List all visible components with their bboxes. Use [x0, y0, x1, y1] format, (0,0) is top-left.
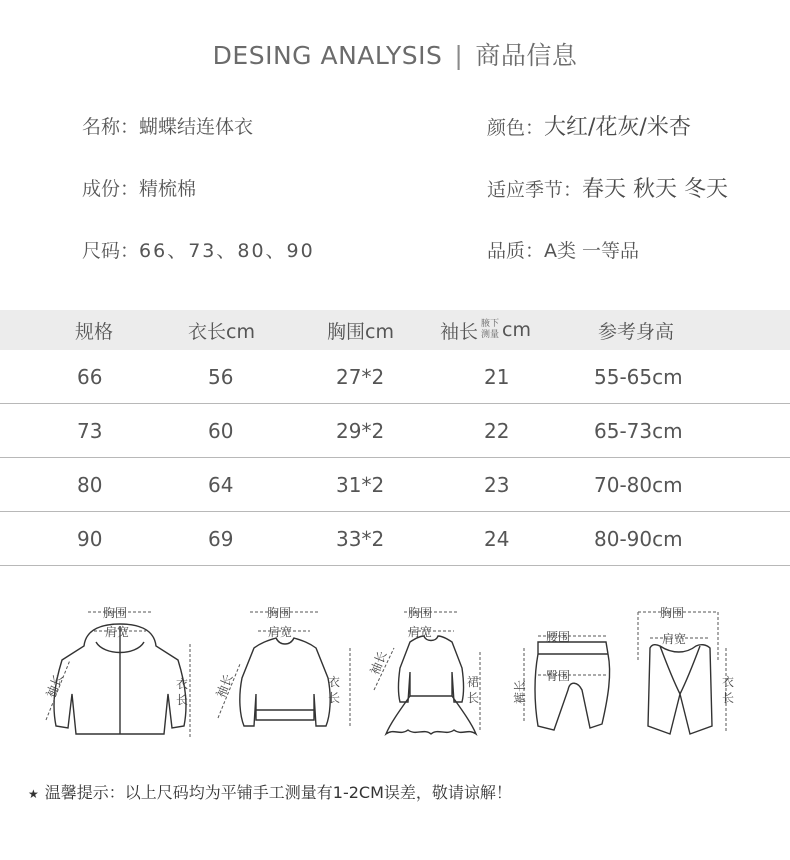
hoodie-diagram	[40, 598, 200, 747]
header-height: 参考身高	[598, 320, 675, 343]
cell-chest: 29*2	[336, 418, 385, 443]
cell-chest: 31*2	[336, 472, 385, 497]
cell-height: 80-90cm	[594, 526, 683, 551]
label-chest: 胸围	[267, 606, 292, 620]
size-table	[0, 310, 790, 566]
table-row	[0, 350, 790, 404]
quality-value: A类 一等品	[544, 240, 640, 262]
label-length-2: 长	[328, 691, 341, 705]
footer-note-text: 温馨提示：以上尺码均为平铺手工测量有1-2CM误差，敬请谅解！	[44, 783, 512, 802]
page-title	[0, 36, 790, 72]
name-value: 蝴蝶结连体衣	[139, 116, 254, 138]
title-cn: 商品信息	[475, 41, 578, 70]
header-chest: 胸围cm	[327, 320, 394, 343]
label-length-2: 长	[176, 693, 189, 707]
header-sleeve-unit: cm	[502, 319, 531, 341]
cell-spec: 80	[77, 472, 103, 497]
name-label: 名称：	[82, 116, 140, 138]
header-sleeve-note	[481, 319, 499, 341]
label-shoulder: 肩宽	[408, 625, 433, 639]
color-label: 颜色：	[487, 117, 545, 139]
color-value: 大红/花灰/米杏	[544, 115, 691, 140]
material-label: 成份：	[82, 178, 140, 200]
label-length-1: 衣	[328, 675, 341, 689]
title-separator: |	[454, 41, 464, 70]
measurement-diagrams	[0, 598, 790, 748]
cell-chest: 27*2	[336, 364, 385, 389]
label-skirt-1: 裙	[467, 675, 480, 689]
cell-sleeve: 22	[484, 418, 510, 443]
label-length-2: 长	[722, 691, 735, 705]
info-quality	[487, 236, 639, 263]
cell-length: 56	[208, 364, 234, 389]
dress-diagram	[368, 598, 498, 747]
label-sleeve: 袖长	[367, 649, 390, 677]
size-label: 尺码：	[82, 240, 140, 262]
season-value: 春天 秋天 冬天	[582, 177, 729, 202]
cell-length: 69	[208, 526, 234, 551]
star-icon: ★	[28, 787, 39, 801]
cell-spec: 66	[77, 364, 103, 389]
label-waist: 腰围	[546, 630, 571, 644]
label-shoulder: 肩宽	[105, 625, 130, 639]
label-sleeve: 袖长	[213, 672, 236, 700]
table-row	[0, 404, 790, 458]
size-value: 66、73、80、90	[139, 240, 315, 262]
sleeve-note-top: 腋下	[481, 319, 500, 329]
vest-diagram	[630, 598, 750, 747]
table-row	[0, 512, 790, 566]
label-shoulder: 肩宽	[662, 632, 687, 646]
label-shoulder: 肩宽	[268, 625, 293, 639]
label-hip: 臀围	[546, 669, 571, 683]
label-length-1: 衣	[722, 675, 735, 689]
sweater-diagram	[210, 598, 360, 747]
header-spec: 规格	[75, 320, 114, 343]
label-length-1: 衣	[176, 677, 189, 691]
header-sleeve-label: 袖长	[440, 320, 479, 343]
label-chest: 胸围	[408, 606, 433, 620]
info-color	[487, 110, 691, 141]
info-name	[82, 112, 253, 139]
cell-spec: 90	[77, 526, 103, 551]
label-pants-length: 裤长	[513, 679, 527, 704]
header-sleeve	[440, 310, 531, 350]
table-row	[0, 458, 790, 512]
label-chest: 胸围	[103, 606, 128, 620]
info-season	[487, 172, 728, 203]
label-chest: 胸围	[660, 606, 685, 620]
header-length: 衣长cm	[188, 320, 255, 343]
label-sleeve: 袖长	[43, 672, 66, 700]
season-label: 适应季节：	[487, 179, 583, 201]
title-en: DESING ANALYSIS	[212, 41, 443, 70]
sleeve-note-bottom: 测量	[481, 330, 500, 340]
cell-height: 65-73cm	[594, 418, 683, 443]
footer-note	[28, 780, 512, 803]
cell-length: 64	[208, 472, 234, 497]
table-body	[0, 350, 790, 566]
cell-sleeve: 24	[484, 526, 510, 551]
quality-label: 品质：	[487, 240, 545, 262]
cell-height: 70-80cm	[594, 472, 683, 497]
cell-sleeve: 23	[484, 472, 510, 497]
cell-sleeve: 21	[484, 364, 510, 389]
label-skirt-2: 长	[467, 691, 480, 705]
cell-height: 55-65cm	[594, 364, 683, 389]
info-material	[82, 174, 196, 201]
cell-spec: 73	[77, 418, 103, 443]
table-header	[0, 310, 790, 350]
info-size	[82, 236, 315, 263]
material-value: 精梳棉	[139, 178, 197, 200]
pants-diagram	[510, 598, 620, 747]
cell-length: 60	[208, 418, 234, 443]
cell-chest: 33*2	[336, 526, 385, 551]
